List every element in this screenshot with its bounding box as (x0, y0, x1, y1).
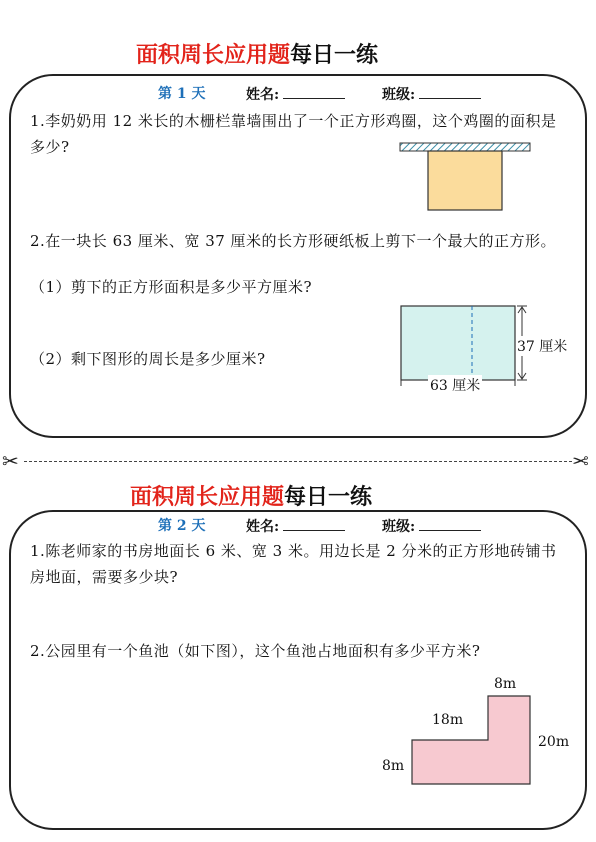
section2-title (130, 480, 372, 511)
name-field[interactable] (246, 84, 345, 104)
width-label: 63 厘米 (428, 375, 482, 395)
name-label: 姓名: (246, 519, 280, 535)
question-2: 2.公园里有一个鱼池（如下图），这个鱼池占地面积有多少平方米? (30, 642, 481, 660)
class-label: 班级: (382, 87, 416, 103)
section2-title-black: 每日一练 (284, 484, 373, 510)
fish-pond-figure (400, 690, 540, 790)
pond-label-top: 8m (494, 676, 517, 692)
question-1: 1.陈老师家的书房地面长 6 米、宽 3 米。用边长是 2 分米的正方形地砖铺书房地面，需要多少块? (30, 542, 557, 586)
name-blank[interactable] (283, 86, 345, 99)
name-label: 姓名: (246, 87, 280, 103)
section1-title (136, 38, 378, 69)
pond-label-right: 20m (538, 734, 570, 750)
question-2-sub2: （2）剩下图形的周长是多少厘米? (30, 350, 266, 368)
section2-title-red: 面积周长应用题 (130, 484, 285, 510)
name-field[interactable] (246, 516, 345, 536)
class-blank[interactable] (419, 518, 481, 531)
class-blank[interactable] (419, 86, 481, 99)
section1-title-black: 每日一练 (290, 42, 379, 68)
chicken-coop-figure (398, 140, 532, 214)
wall (400, 143, 530, 151)
section2-header (158, 515, 206, 535)
question-1: 1.李奶奶用 12 米长的木栅栏靠墙围出了一个正方形鸡圈，这个鸡圈的面积是多少? (30, 112, 557, 156)
class-label: 班级: (382, 519, 416, 535)
day-label: 第 1 天 (158, 86, 206, 102)
scissors-left-icon: ✂ (2, 449, 19, 473)
section1-header (158, 83, 206, 103)
question-2-sub1: （1）剪下的正方形面积是多少平方厘米? (30, 278, 313, 296)
name-blank[interactable] (283, 518, 345, 531)
pond-shape (412, 696, 530, 784)
cardboard-rect (401, 306, 515, 380)
section1-title-red: 面积周长应用题 (136, 42, 291, 68)
day-label: 第 2 天 (158, 518, 206, 534)
pond-label-upper-left: 18m (432, 712, 464, 728)
cut-divider (24, 461, 572, 462)
pond-label-left: 8m (382, 758, 405, 774)
question-2: 2.在一块长 63 厘米、宽 37 厘米的长方形硬纸板上剪下一个最大的正方形。 (30, 232, 557, 250)
height-label: 37 厘米 (517, 336, 567, 356)
class-field[interactable] (382, 516, 481, 536)
coop-square (428, 151, 502, 210)
scissors-right-icon: ✂ (572, 449, 589, 473)
class-field[interactable] (382, 84, 481, 104)
